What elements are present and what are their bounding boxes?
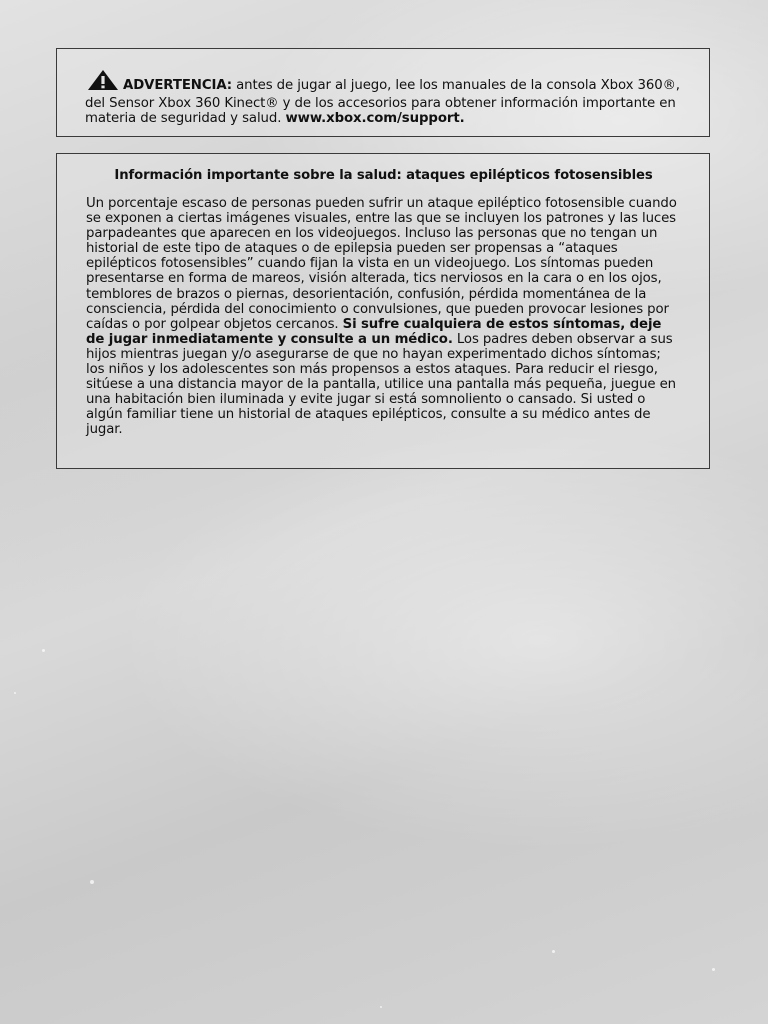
warning-text: [85, 69, 683, 127]
speckle: [14, 692, 16, 694]
health-body-part2: Los padres deben observar a sus hijos mientras juegan y/o asegurarse de que no hayan experimentado dichos síntomas; los niños y los adolescentes son más propensos a estos ataques. Para reducir el riesgo, sitúese a una distancia mayor de la pantalla, utilice una pantalla más pequeña, juegue en una habitación bien iluminada y evite jugar si está somnoliento o cansado. Si usted o algún familiar tiene un historial de ataques epilépticos, consulte a su médico antes de jugar.: [86, 331, 676, 438]
warning-body: antes de jugar al juego, lee los manuales de la consola Xbox 360®, del Sensor Xbox 360 Kinect® y de los accesorios para obtener información importante en materia de seguridad y salud.: [85, 78, 680, 126]
health-body-part1: Un porcentaje escaso de personas pueden sufrir un ataque epiléptico fotosensible cuando se exponen a ciertas imágenes visuales, entre las que se incluyen los patrones y las luces parpadeantes que aparecen en los videojuegos. Incluso las personas que no tengan un historial de este tipo de ataques o de epilepsia pueden ser propensas a “ataques epilépticos fotosensibles” cuando fijan la vista en un videojuego. Los síntomas pueden presentarse en forma de mareos, visión alterada, tics nerviosos en la cara o en los ojos, temblores de brazos o piernas, desorientación, confusión, pérdida momentánea de la consciencia, pérdida del conocimiento o convulsiones, que pueden provocar lesiones por caídas o por golpear objetos cercanos.: [86, 196, 677, 332]
speckle: [552, 950, 555, 953]
warning-label: ADVERTENCIA:: [123, 78, 232, 93]
warning-triangle-icon: [87, 69, 119, 96]
warning-box: [56, 48, 710, 137]
support-link[interactable]: www.xbox.com/support.: [285, 111, 465, 126]
health-body: [86, 196, 681, 438]
health-title: Información importante sobre la salud: ataques epilépticos fotosensibles: [114, 168, 653, 183]
health-info-box: [56, 153, 710, 469]
speckle: [90, 880, 94, 884]
health-body-emphasis: Si sufre cualquiera de estos síntomas, deje de jugar inmediatamente y consulte a un médico.: [86, 316, 662, 347]
speckle: [380, 1006, 382, 1008]
speckle: [42, 649, 45, 652]
speckle: [712, 968, 715, 971]
